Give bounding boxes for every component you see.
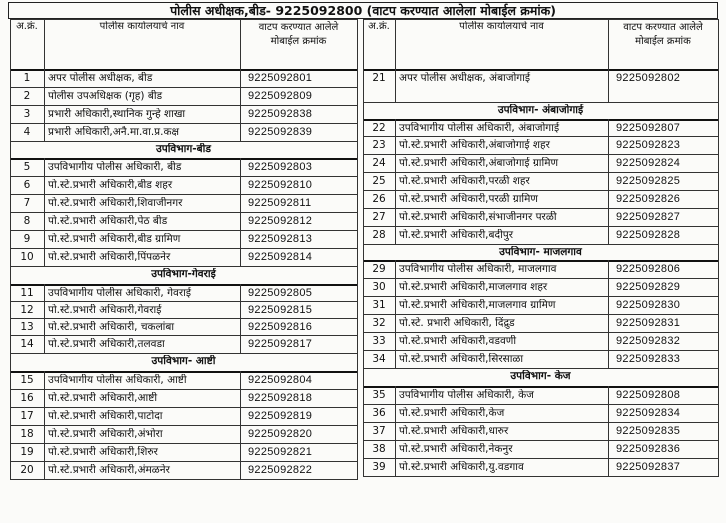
- section-heading: उपविभाग-गेवराई: [151, 268, 216, 280]
- table-rule: [363, 154, 719, 155]
- table-rule: [10, 123, 358, 124]
- serial-number: 32: [372, 317, 386, 329]
- serial-number: 27: [372, 211, 386, 223]
- serial-number: 4: [23, 126, 31, 138]
- mobile-number: 9225092810: [248, 179, 313, 191]
- serial-number: 38: [372, 443, 386, 455]
- mobile-number: 9225092805: [248, 287, 313, 299]
- office-name: अपर पोलीस अधीक्षक, अंबाजोगाई: [399, 72, 531, 84]
- table-rule: [10, 141, 358, 142]
- table-rule: [363, 476, 719, 477]
- table-rule: [363, 314, 719, 315]
- serial-number: 25: [372, 175, 386, 187]
- mobile-number: 9225092836: [616, 443, 681, 455]
- serial-number: 30: [372, 281, 386, 293]
- mobile-number: 9225092811: [248, 197, 312, 209]
- table-rule: [10, 425, 358, 426]
- table-rule: [718, 19, 719, 477]
- table-rule: [10, 266, 358, 267]
- office-name: प्रभारी अधिकारी,स्थानिक गुन्हे शाखा: [48, 108, 186, 120]
- mobile-number: 9225092804: [248, 374, 313, 386]
- table-rule: [10, 194, 358, 195]
- mobile-number: 9225092826: [616, 193, 681, 205]
- office-name: उपविभागीय पोलीस अधिकारी, आष्टी: [48, 374, 187, 386]
- table-rule: [44, 371, 45, 479]
- serial-number: 10: [20, 251, 34, 263]
- mobile-number: 9225092820: [248, 428, 313, 440]
- table-rule: [363, 190, 719, 191]
- table-rule: [363, 136, 719, 137]
- office-name: पो.स्टे.प्रभारी अधिकारी,माजलगाव ग्रामिण: [399, 299, 556, 311]
- table-rule: [10, 105, 358, 106]
- serial-number: 16: [20, 392, 34, 404]
- serial-number: 14: [20, 338, 34, 350]
- mobile-number: 9225092837: [616, 461, 681, 473]
- serial-number: 29: [372, 263, 386, 275]
- mobile-number: 9225092831: [616, 317, 681, 329]
- table-rule: [363, 119, 719, 121]
- table-rule: [363, 226, 719, 227]
- table-rule: [44, 19, 45, 69]
- table-rule: [357, 19, 358, 480]
- office-name: पो.स्टे.प्रभारी अधिकारी,नेकनुर: [399, 443, 513, 455]
- table-rule: [608, 69, 609, 102]
- table-rule: [240, 371, 241, 479]
- office-name: पो.स्टे.प्रभारी अधिकारी,यु.वडगाव: [399, 461, 524, 473]
- office-name: पो.स्टे.प्रभारी अधिकारी,शिवाजीनगर: [48, 197, 183, 209]
- mobile-number: 9225092815: [248, 304, 313, 316]
- mobile-number: 9225092803: [248, 161, 313, 173]
- office-name: पो.स्टे.प्रभारी अधिकारी,अंमळनेर: [48, 464, 170, 476]
- table-rule: [395, 386, 396, 476]
- serial-number: 28: [372, 229, 386, 241]
- table-rule: [395, 19, 396, 69]
- office-name: उपविभागीय पोलीस अधिकारी, माजलगाव: [399, 263, 557, 275]
- office-name: पो.स्टे.प्रभारी अधिकारी,गेवराई: [48, 304, 162, 316]
- mobile-number: 9225092806: [616, 263, 681, 275]
- office-name: पो.स्टे.प्रभारी अधिकारी,आष्टी: [48, 392, 158, 404]
- table-rule: [363, 260, 719, 262]
- table-rule: [10, 301, 358, 302]
- mobile-number: 9225092801: [248, 72, 313, 84]
- office-name: अपर पोलीस अधीक्षक, बीड: [48, 72, 153, 84]
- section-heading: उपविभाग- केज: [510, 370, 571, 382]
- table-rule: [10, 87, 358, 88]
- table-rule: [10, 19, 11, 480]
- serial-number: 12: [20, 304, 34, 316]
- office-name: पो.स्टे.प्रभारी अधिकारी,अंबाजोगाई शहर: [399, 139, 550, 151]
- table-rule: [10, 176, 358, 177]
- mobile-number: 9225092829: [616, 281, 681, 293]
- table-rule: [10, 158, 358, 160]
- mobile-number: 9225092823: [616, 139, 681, 151]
- serial-number: 36: [372, 407, 386, 419]
- table-rule: [395, 260, 396, 368]
- office-name: पो.स्टे.प्रभारी अधिकारी,बदीपुर: [399, 229, 514, 241]
- mobile-number: 9225092817: [248, 338, 313, 350]
- serial-number: 8: [23, 215, 31, 227]
- table-rule: [10, 371, 358, 373]
- serial-number: 11: [20, 287, 34, 299]
- table-rule: [363, 404, 719, 405]
- table-rule: [363, 350, 719, 351]
- office-name: प्रभारी अधिकारी,अनै.मा.वा.प्र.कक्ष: [48, 126, 180, 138]
- table-rule: [363, 296, 719, 297]
- serial-number: 34: [372, 353, 386, 365]
- serial-number: 37: [372, 425, 386, 437]
- mobile-number: 9225092827: [616, 211, 681, 223]
- mobile-number: 9225092809: [248, 90, 313, 102]
- serial-number: 23: [372, 139, 386, 151]
- table-rule: [608, 119, 609, 244]
- table-rule: [10, 318, 358, 319]
- section-heading: उपविभाग- माजलगाव: [499, 246, 582, 258]
- office-name: पो.स्टे.प्रभारी अधिकारी, चकलांबा: [48, 321, 175, 333]
- table-rule: [363, 458, 719, 459]
- mobile-number: 9225092833: [616, 353, 681, 365]
- mobile-number: 9225092824: [616, 157, 681, 169]
- header-sr: अ.क्रं.: [16, 21, 38, 32]
- table-rule: [44, 284, 45, 353]
- section-heading: उपविभाग- अंबाजोगाई: [497, 104, 584, 116]
- office-name: पो.स्टे.प्रभारी अधिकारी,परळी ग्रामिण: [399, 193, 539, 205]
- header-office-name: पोलीस कार्यालयाचे नाव: [459, 21, 544, 32]
- mobile-number: 9225092808: [616, 389, 681, 401]
- office-name: उपविभागीय पोलीस अधिकारी, केज: [399, 389, 534, 401]
- mobile-number: 9225092802: [616, 72, 681, 84]
- mobile-number: 9225092812: [248, 215, 313, 227]
- office-name: पो.स्टे.प्रभारी अधिकारी,वडवणी: [399, 335, 517, 347]
- mobile-number: 9225092816: [248, 321, 313, 333]
- table-rule: [10, 69, 358, 71]
- mobile-number: 9225092838: [248, 108, 313, 120]
- office-name: पो.स्टे.प्रभारी अधिकारी,केज: [399, 407, 505, 419]
- table-rule: [363, 368, 719, 369]
- table-rule: [44, 158, 45, 266]
- section-heading: उपविभाग-बीड: [156, 143, 211, 155]
- table-rule: [240, 19, 241, 69]
- mobile-number: 9225092834: [616, 407, 681, 419]
- serial-number: 26: [372, 193, 386, 205]
- mobile-number: 9225092832: [616, 335, 681, 347]
- table-rule: [10, 461, 358, 462]
- header-sr: अ.क्रं.: [368, 21, 390, 32]
- mobile-number: 9225092807: [616, 122, 681, 134]
- serial-number: 6: [23, 179, 31, 191]
- office-name: पो.स्टे.प्रभारी अधिकारी,धारुर: [399, 425, 509, 437]
- office-name: पो.स्टे.प्रभारी अधिकारी,बीड ग्रामिण: [48, 233, 181, 245]
- table-rule: [10, 407, 358, 408]
- mobile-number: 9225092818: [248, 392, 313, 404]
- document-title: पोलीस अधीक्षक,बीड- 9225092800 (वाटप करण्यात आलेला मोबाईल क्रमांक): [8, 2, 718, 19]
- table-rule: [608, 19, 609, 69]
- office-name: उपविभागीय पोलीस अधिकारी, बीड: [48, 161, 182, 173]
- office-name: पोलीस उपअधिक्षक (गृह) बीड: [48, 90, 163, 102]
- serial-number: 39: [372, 461, 386, 473]
- table-rule: [363, 278, 719, 279]
- office-name: पो.स्टे.प्रभारी अधिकारी,पेठ बीड: [48, 215, 168, 227]
- office-name: उपविभागीय पोलीस अधिकारी, गेवराई: [48, 287, 191, 299]
- serial-number: 24: [372, 157, 386, 169]
- header-office-name: पोलीस कार्यालयाचे नाव: [99, 21, 185, 32]
- mobile-number: 9225092828: [616, 229, 681, 241]
- mobile-number: 9225092822: [248, 464, 313, 476]
- table-rule: [10, 335, 358, 336]
- table-rule: [10, 284, 358, 286]
- office-name: पो.स्टे. प्रभारी अधिकारी, दिंद्रुड: [399, 317, 515, 329]
- table-rule: [363, 19, 364, 477]
- table-rule: [363, 332, 719, 333]
- office-name: पो.स्टे.प्रभारी अधिकारी,बीड शहर: [48, 179, 173, 191]
- table-rule: [363, 422, 719, 423]
- table-rule: [608, 260, 609, 368]
- serial-number: 15: [20, 374, 34, 386]
- table-rule: [10, 353, 358, 354]
- table-rule: [10, 212, 358, 213]
- serial-number: 33: [372, 335, 386, 347]
- table-rule: [363, 244, 719, 245]
- mobile-number: 9225092814: [248, 251, 313, 263]
- header-mobile: वाटप करण्यात आलेले मोबाईल क्रमांक: [258, 22, 339, 47]
- table-rule: [395, 69, 396, 102]
- table-rule: [363, 208, 719, 209]
- office-name: पो.स्टे.प्रभारी अधिकारी,पाटोदा: [48, 410, 163, 422]
- mobile-number: 9225092819: [248, 410, 313, 422]
- table-rule: [10, 19, 358, 20]
- table-rule: [240, 69, 241, 141]
- serial-number: 21: [372, 72, 386, 84]
- table-rule: [363, 69, 719, 71]
- mobile-number: 9225092813: [248, 233, 313, 245]
- mobile-number: 9225092821: [248, 446, 313, 458]
- serial-number: 18: [20, 428, 34, 440]
- serial-number: 19: [20, 446, 34, 458]
- serial-number: 20: [20, 464, 34, 476]
- office-name: पो.स्टे.प्रभारी अधिकारी,माजलगाव शहर: [399, 281, 548, 293]
- table-rule: [363, 19, 719, 20]
- serial-number: 22: [372, 122, 386, 134]
- section-heading: उपविभाग- आष्टी: [151, 355, 216, 367]
- table-rule: [240, 158, 241, 266]
- table-rule: [10, 479, 358, 480]
- table-rule: [395, 119, 396, 244]
- office-name: पो.स्टे.प्रभारी अधिकारी,अंभोरा: [48, 428, 163, 440]
- office-name: पो.स्टे.प्रभारी अधिकारी,अंबाजोगाई ग्रामिण: [399, 157, 559, 169]
- table-rule: [363, 440, 719, 441]
- table-rule: [44, 69, 45, 141]
- table-rule: [10, 230, 358, 231]
- cut-off-footer-text: [8, 512, 718, 523]
- office-name: पो.स्टे.प्रभारी अधिकारी,संभाजीनगर परळी: [399, 211, 557, 223]
- serial-number: 5: [23, 161, 31, 173]
- table-rule: [10, 443, 358, 444]
- office-name: पो.स्टे.प्रभारी अधिकारी,तलवडा: [48, 338, 165, 350]
- table-rule: [363, 172, 719, 173]
- serial-number: 35: [372, 389, 386, 401]
- table-rule: [10, 248, 358, 249]
- serial-number: 7: [23, 197, 31, 209]
- serial-number: 9: [23, 233, 31, 245]
- table-rule: [363, 102, 719, 103]
- serial-number: 2: [23, 90, 31, 102]
- serial-number: 13: [20, 321, 34, 333]
- header-mobile: वाटप करण्यात आलेले मोबाईल क्रमांक: [623, 22, 703, 47]
- table-rule: [10, 389, 358, 390]
- table-rule: [240, 284, 241, 353]
- table-rule: [363, 386, 719, 388]
- mobile-number: 9225092825: [616, 175, 681, 187]
- serial-number: 3: [23, 108, 31, 120]
- serial-number: 1: [23, 72, 31, 84]
- mobile-number: 9225092835: [616, 425, 681, 437]
- office-name: उपविभागीय पोलीस अधिकारी, अंबाजोगाई: [399, 122, 560, 134]
- office-name: पो.स्टे.प्रभारी अधिकारी,शिरुर: [48, 446, 158, 458]
- table-rule: [608, 386, 609, 476]
- office-name: पो.स्टे.प्रभारी अधिकारी,पिंपळनेर: [48, 251, 171, 263]
- serial-number: 17: [20, 410, 34, 422]
- mobile-number: 9225092839: [248, 126, 313, 138]
- mobile-number: 9225092830: [616, 299, 681, 311]
- office-name: पो.स्टे.प्रभारी अधिकारी,सिरसाळा: [399, 353, 524, 365]
- serial-number: 31: [372, 299, 386, 311]
- office-name: पो.स्टे.प्रभारी अधिकारी,परळी शहर: [399, 175, 530, 187]
